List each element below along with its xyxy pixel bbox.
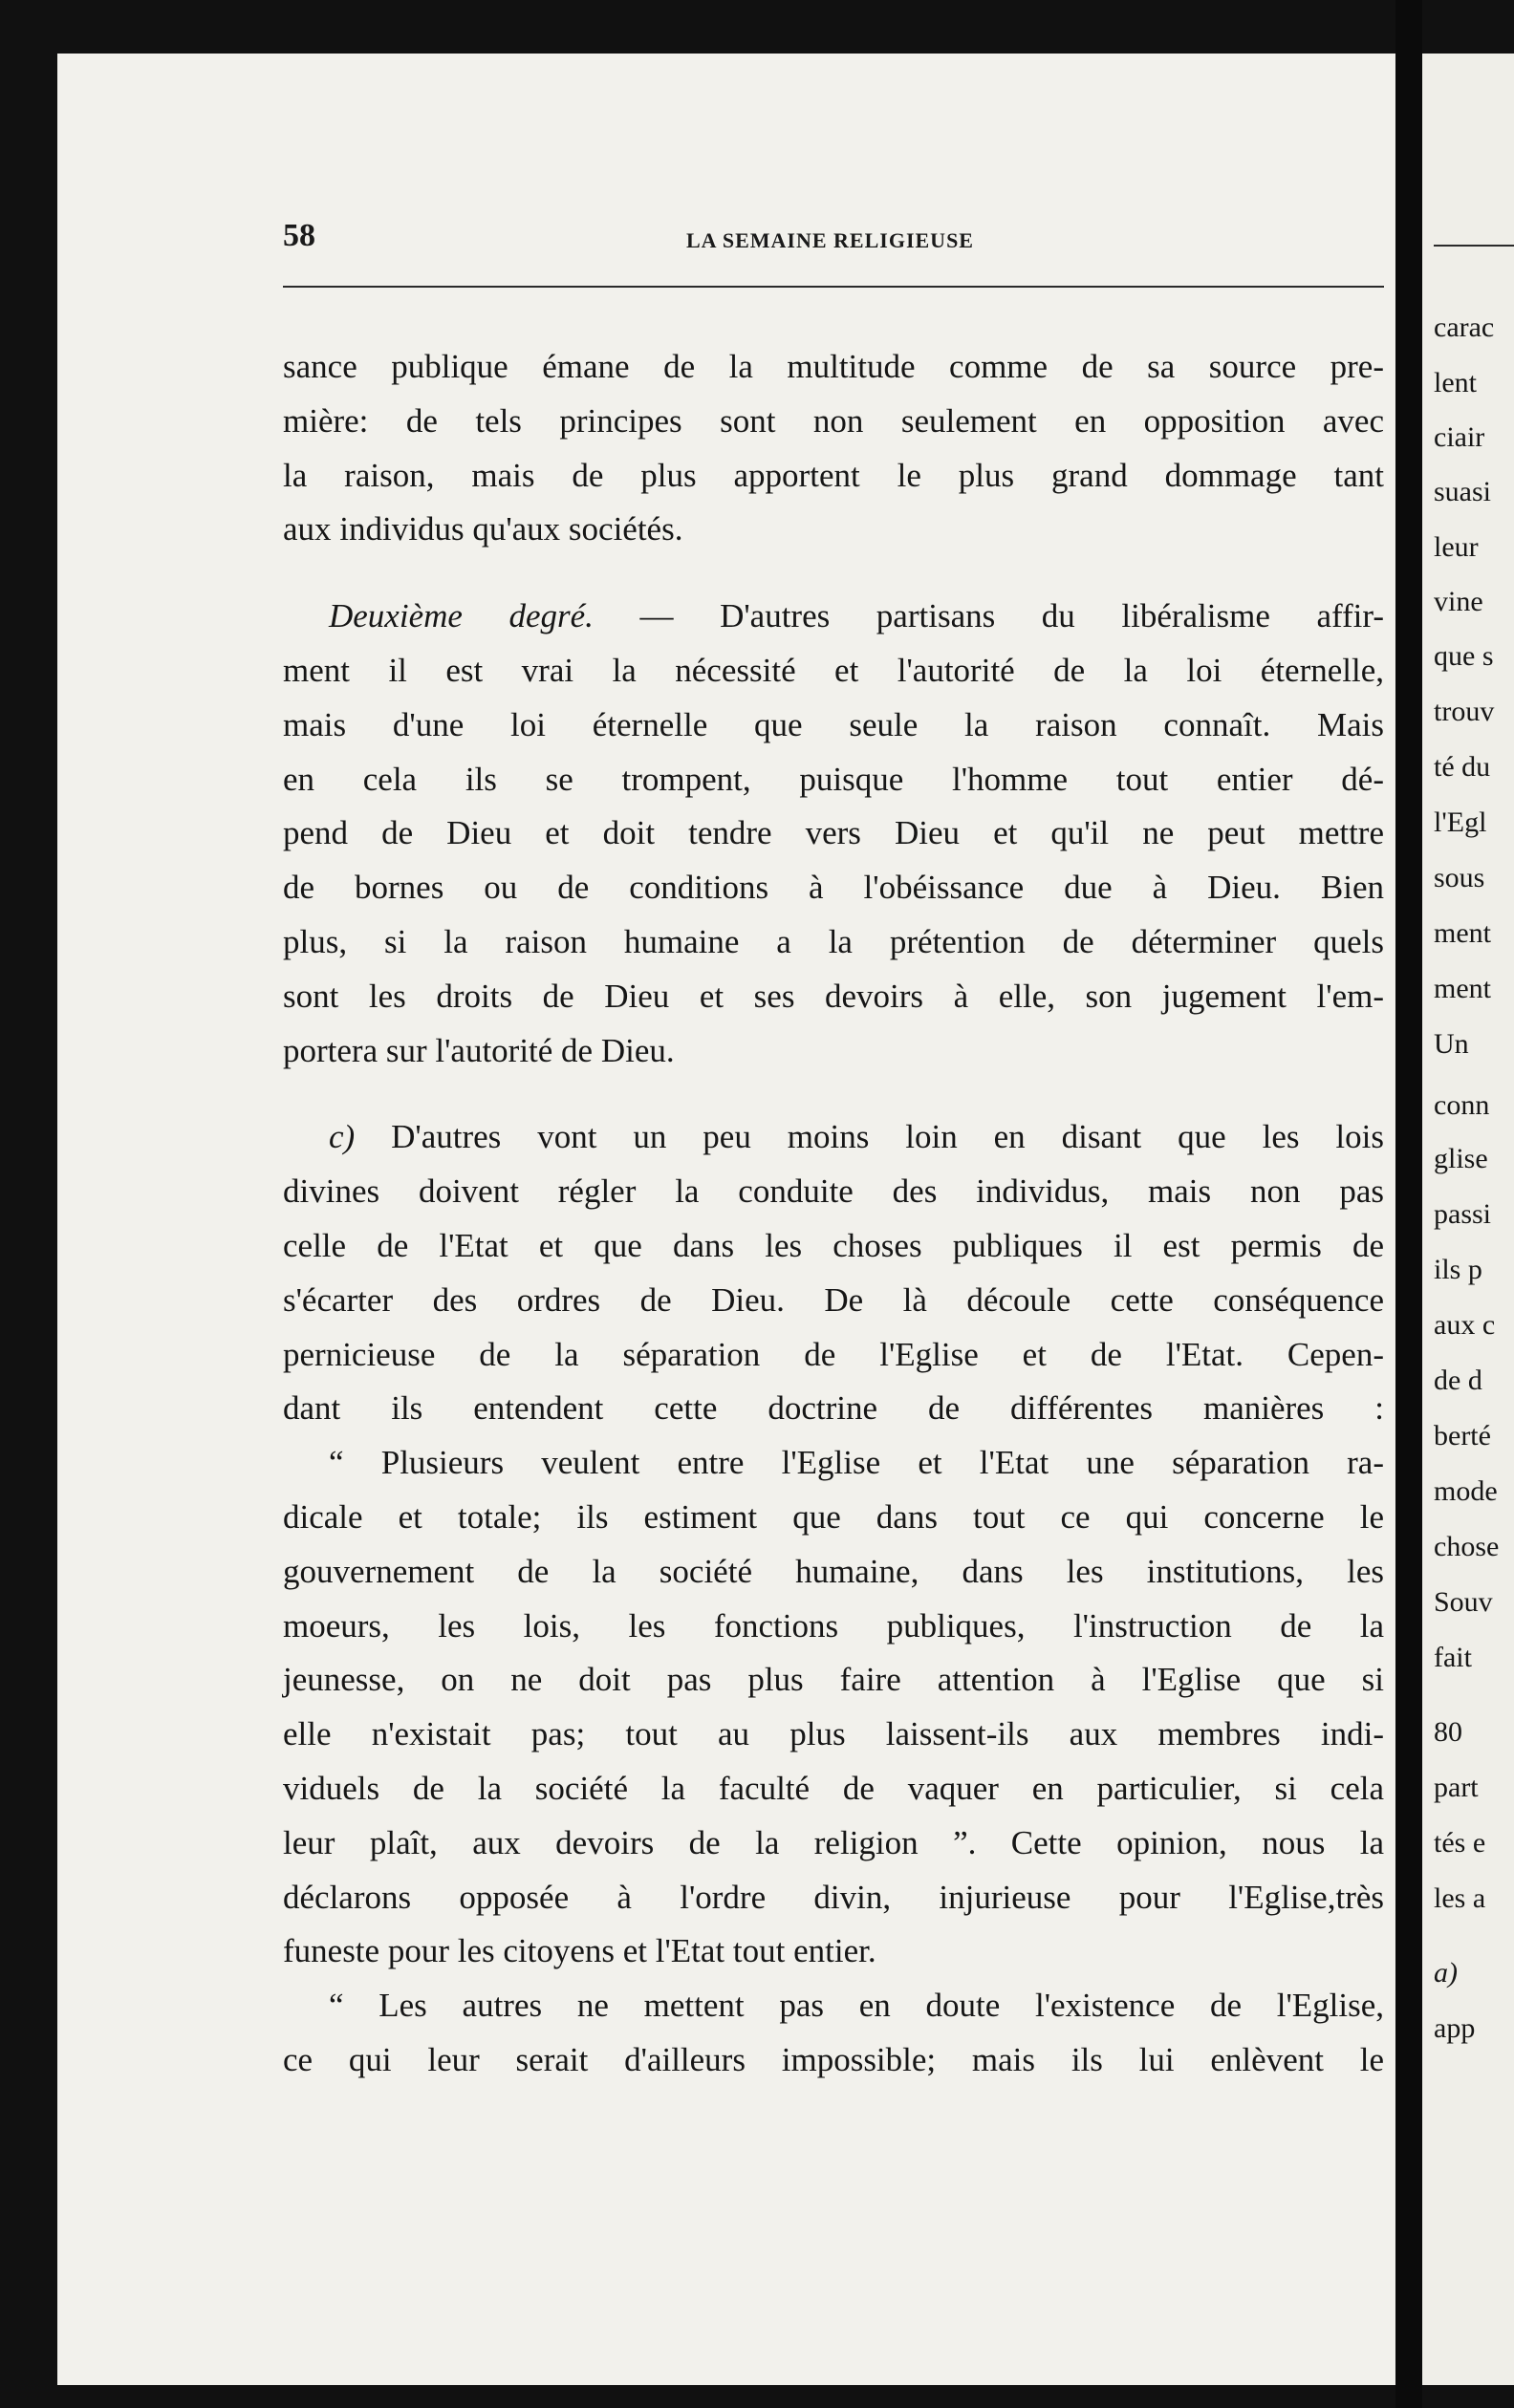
text-line: “ Plusieurs veulent entre l'Eglise et l'Etat une séparation ra- xyxy=(329,1444,1384,1482)
facing-text-fragment: part xyxy=(1434,1772,1479,1803)
facing-text-fragment: 80 xyxy=(1434,1716,1462,1748)
body-text xyxy=(283,340,1384,2088)
facing-text-fragment: l'Egl xyxy=(1434,806,1487,838)
text-line: en cela ils se trompent, puisque l'homme tout entier dé- xyxy=(283,760,1384,798)
facing-text-fragment: ciair xyxy=(1434,421,1485,453)
text-line: déclarons opposée à l'ordre divin, injurieuse pour l'Eglise,très xyxy=(283,1878,1384,1916)
text-line: dicale et totale; ils estiment que dans tout ce qui concerne le xyxy=(283,1497,1384,1536)
facing-text-fragment: carac xyxy=(1434,312,1495,343)
text-line: ce qui leur serait d'ailleurs impossible; mais ils lui enlèvent le xyxy=(283,2040,1384,2078)
facing-header-rule xyxy=(1434,245,1514,247)
facing-text-fragment: a) xyxy=(1434,1957,1458,1989)
facing-text-fragment: lent xyxy=(1434,367,1477,398)
text-line: sance publique émane de la multitude comme de sa source pre- xyxy=(283,348,1384,385)
paragraph xyxy=(283,340,1384,557)
facing-text-fragment: ils p xyxy=(1434,1254,1482,1285)
text-line: mais d'une loi éternelle que seule la raison connaît. Mais xyxy=(283,705,1384,743)
facing-text-fragment: chose xyxy=(1434,1531,1500,1562)
text-line: ment il est vrai la nécessité et l'autorité de la loi éternelle, xyxy=(283,651,1384,689)
facing-text-fragment: sous xyxy=(1434,862,1485,893)
text-line: s'écarter des ordres de Dieu. De là découle cette conséquence xyxy=(283,1280,1384,1319)
text-line: c) D'autres vont un peu moins loin en disant que les lois xyxy=(329,1118,1384,1156)
paragraph xyxy=(283,1979,1384,2088)
text-line: elle n'existait pas; tout au plus laissent-ils aux membres indi- xyxy=(283,1715,1384,1753)
facing-text-fragment: tés e xyxy=(1434,1827,1486,1859)
facing-text-fragment: suasi xyxy=(1434,476,1491,507)
text-line: aux individus qu'aux sociétés. xyxy=(283,510,683,548)
text-line: moeurs, les lois, les fonctions publiques, l'instruction de la xyxy=(283,1606,1384,1645)
italic-lead: Deuxième degré. xyxy=(329,597,594,635)
text-line: sont les droits de Dieu et ses devoirs à elle, son jugement l'em- xyxy=(283,977,1384,1015)
facing-text-fragment: trouv xyxy=(1434,696,1495,727)
facing-text-fragment: glise xyxy=(1434,1143,1488,1174)
facing-text-fragment: de d xyxy=(1434,1365,1482,1396)
text-line: celle de l'Etat et que dans les choses publiques il est permis de xyxy=(283,1226,1384,1264)
text-line: dant ils entendent cette doctrine de différentes manières : xyxy=(283,1389,1384,1428)
facing-page xyxy=(1422,54,1514,2385)
text-line: leur plaît, aux devoirs de la religion ”. Cette opinion, nous la xyxy=(283,1823,1384,1861)
facing-text-fragment: ment xyxy=(1434,917,1491,949)
facing-text-fragment: leur xyxy=(1434,531,1479,563)
facing-text-fragment: app xyxy=(1434,2012,1476,2044)
page-gutter xyxy=(1395,0,1422,2408)
facing-text-fragment: Un xyxy=(1434,1028,1469,1060)
paragraph xyxy=(283,590,1384,1078)
facing-text-fragment: berté xyxy=(1434,1420,1491,1451)
text-line: viduels de la société la faculté de vaquer en particulier, si cela xyxy=(283,1769,1384,1807)
facing-text-fragment: té du xyxy=(1434,751,1491,783)
header-rule xyxy=(283,286,1384,288)
text-line: jeunesse, on ne doit pas plus faire attention à l'Eglise que si xyxy=(283,1661,1384,1699)
running-title: LA SEMAINE RELIGIEUSE xyxy=(686,228,974,252)
facing-text-fragment: vine xyxy=(1434,586,1483,617)
text-line: mière: de tels principes sont non seulement en opposition avec xyxy=(283,401,1384,440)
facing-text-fragment: fait xyxy=(1434,1642,1472,1673)
italic-lead: c) xyxy=(329,1118,356,1156)
text-line: de bornes ou de conditions à l'obéissance due à Dieu. Bien xyxy=(283,869,1384,907)
facing-text-fragment: passi xyxy=(1434,1198,1491,1230)
text-line: portera sur l'autorité de Dieu. xyxy=(283,1031,675,1069)
text-line: “ Les autres ne mettent pas en doute l'existence de l'Eglise, xyxy=(329,1987,1384,2025)
facing-text-fragment: que s xyxy=(1434,640,1494,672)
text-line: pend de Dieu et doit tendre vers Dieu et qu'il ne peut mettre xyxy=(283,814,1384,852)
page-number: 58 xyxy=(283,218,315,253)
facing-text-fragment: mode xyxy=(1434,1475,1498,1507)
paragraph xyxy=(283,1110,1384,1979)
facing-text-fragment: aux c xyxy=(1434,1309,1496,1341)
facing-text-fragment: les a xyxy=(1434,1882,1486,1914)
text-line: pernicieuse de la séparation de l'Eglise et de l'Etat. Cepen- xyxy=(283,1335,1384,1373)
book-page xyxy=(57,54,1395,2385)
facing-text-fragment: ment xyxy=(1434,973,1491,1004)
text-line: la raison, mais de plus apportent le plus grand dommage tant xyxy=(283,456,1384,494)
text-line: funeste pour les citoyens et l'Etat tout entier. xyxy=(283,1932,876,1970)
text-line: gouvernement de la société humaine, dans les institutions, les xyxy=(283,1552,1384,1590)
facing-text-fragment: conn xyxy=(1434,1089,1490,1121)
text-line: Deuxième degré. — D'autres partisans du libéralisme affir- xyxy=(329,597,1384,635)
facing-text-fragment: Souv xyxy=(1434,1586,1493,1618)
text-line: divines doivent régler la conduite des individus, mais non pas xyxy=(283,1172,1384,1211)
text-line: plus, si la raison humaine a la prétention de déterminer quels xyxy=(283,922,1384,960)
